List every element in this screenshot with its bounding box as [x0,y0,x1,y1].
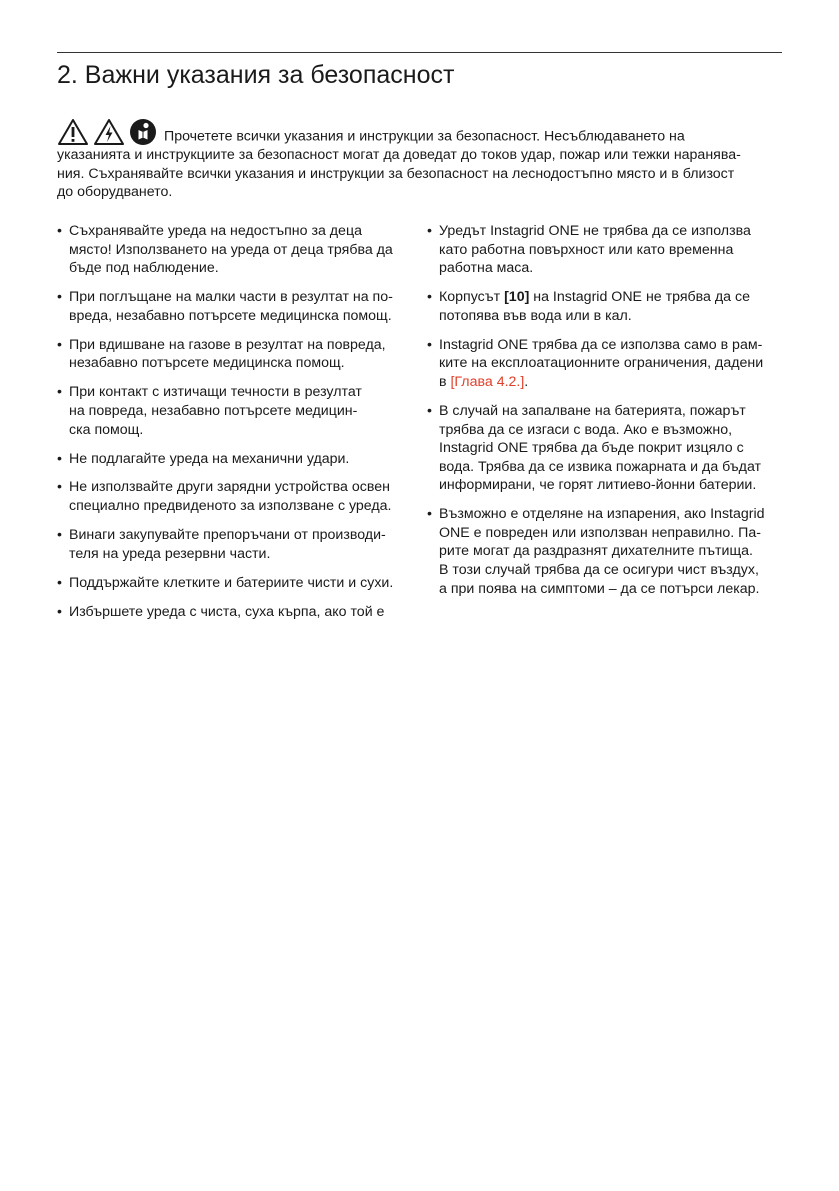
list-item: • В случай на запалване на батерията, пожарът трябва да се изгаси с вода. Ако е възможно, Instagrid ONE трябва да бъде покрит изцяло с вода. Трябва да се извика пожарната и да бъдат информирани, че горят литиево-йонни батерии. [427,402,783,495]
intro-line-1: Прочетете всички указания и инструкции за безопасност. Несъблюдаването на [164,128,685,145]
intro-line-4: до оборудването. [57,184,173,201]
header-rule [57,52,782,53]
list-item: • При вдишване на газове в резултат на повреда, незабавно потърсете медицинска помощ. [57,336,413,373]
read-manual-icon [129,118,157,146]
list-item: • Поддържайте клетките и батериите чисти и сухи. [57,574,413,593]
list-item: • Избършете уреда с чиста, суха кърпа, ако той е [57,603,413,622]
safety-icons [57,118,161,146]
intro-line-2: указанията и инструкциите за безопасност могат да доведат до токов удар, пожар или тежки наранява- [57,147,741,163]
intro-paragraph [57,118,783,202]
right-column-list [427,222,783,609]
warning-icon [57,118,89,146]
list-item: • При контакт с изтичащи течности в резултат на повреда, незабавно потърсете медицин- ска помощ. [57,383,413,439]
list-item: • Винаги закупувайте препоръчани от производи- теля на уреда резервни части. [57,526,413,563]
list-item: • Уредът Instagrid ONE не трябва да се използва като работна повърхност или като временна работна маса. [427,222,783,278]
list-item: • При поглъщане на малки части в резултат на по- вреда, незабавно потърсете медицинска помощ. [57,288,413,325]
list-item: • Instagrid ONE трябва да се използва само в рам- ките на експлоатационните ограничения, дадени в [Глава 4.2.]. [427,336,783,392]
part-number-reference: [10] [504,289,530,306]
list-item: • Възможно е отделяне на изпарения, ако Instagrid ONE е повреден или използван неправилно. Па- рите могат да раздразнят дихателните пътища. В този случай трябва да се осигури чист въздух, а при поява на симптоми – да се потърси лекар. [427,505,783,598]
list-item: • Корпусът [10] на Instagrid ONE не трябва да се потопява във вода или в кал. [427,288,783,325]
chapter-reference-link[interactable]: [Глава 4.2.] [450,373,525,390]
list-item: • Не подлагайте уреда на механични удари. [57,450,413,469]
list-item: • Не използвайте други зарядни устройства освен специално предвиденото за използване с уреда. [57,478,413,515]
page-title: 2. Важни указания за безопасност [57,61,455,89]
electric-shock-warning-icon [93,118,125,146]
left-column-list [57,222,413,632]
intro-line-3: ния. Съхранявайте всички указания и инструкции за безопасност на леснодостъпно място и в близост [57,165,735,182]
list-item: • Съхранявайте уреда на недостъпно за деца място! Използването на уреда от деца трябва да бъде под наблюдение. [57,222,413,278]
